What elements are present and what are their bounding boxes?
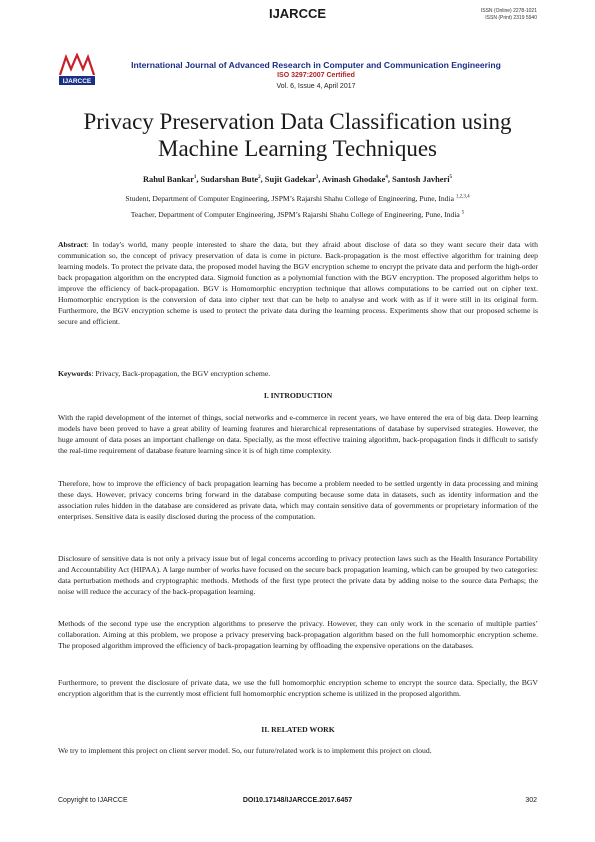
author-name: Sujit Gadekar (264, 175, 316, 184)
intro-paragraph: With the rapid development of the internet of things, social networks and e-commerce in recent years, we have entered the era of big data. Deep learning models have been proved to have a great ability of learning features and hierarchical representations of database by supervised strategies. However, the huge amount of data poses an important challenge on data. Specially, as the most effective training algorithm, back-propagation finds it difficult to satisfy the real-time requirement of database feature learning since it is of high time complexity. (58, 413, 538, 455)
affiliation-text: Teacher, Department of Computer Engineering, JSPM’s Rajarshi Shahu College of Engineering, Pune, India (130, 210, 460, 219)
abstract (58, 239, 538, 327)
journal-short-title: IJARCCE (268, 6, 327, 21)
author-sup: 3 (315, 175, 319, 181)
author-name: Sudarshan Bute (200, 175, 259, 184)
intro-paragraph: Methods of the second type use the encryption algorithms to preserve the privacy. However, they can only work in the scenario of multiple parties’ collaboration. Aiming at this problem, we propose a privacy preserving back-propagation algorithm based on the full homomorphic encryption scheme. The proposed algorithm improved the efficiency of back-propagation learning by offloading the expensive operations on the databases. (58, 619, 538, 650)
abstract-text: : In today's world, many people interested to share the data, but they afraid about disclose of data so they want secure their data with communication so, the concept of privacy preservation of data is come in picture. Back-propagation is the most effective algorithm for training deep learning models. To protect the private data, the proposed model having the BGV encryption scheme to encrypt the private data and perform the high-order back propagation algorithm on the encrypted data. Sigmoid function as a polynomial function with the BGV encryption. The proposed algorithm helps to improve the efficiency of back-propagation. BGV is Homomorphic encryption technique that allows computations to be carried out on cipher text. Homomorphic encryption is the conversion of data into cipher text that can be help to analyse and work with as if it were still in its original form. Furthermore, the BGV encryption scheme is used to protect the private data during the learning process. Experiments show that our proposed scheme is secure and efficient. (58, 240, 538, 326)
author-sup: 5 (449, 175, 453, 181)
intro-paragraph: Therefore, how to improve the efficiency of back propagation learning has become a problem needed to be settled urgently in data processing and mining these days. However, privacy concerns bring forward in the database computing because some data in datasets, such as identity information and the association rules hidden in the database are considered as private data, which may contain sensitive data of governments or proprietary information of the enterprises. Sensitive data is easily disclosed during the process of the computation. (58, 479, 538, 521)
affiliation-students (40, 194, 555, 203)
affiliation-teacher (40, 210, 555, 219)
journal-logo (57, 53, 97, 86)
keywords (58, 368, 538, 379)
footer-page-number: 302 (525, 797, 537, 804)
author-list: Rahul Bankar$^1$, Sudarshan Bute$^2$, Sujit Gadekar$^3$, Avinash Ghodake$^4$, Santosh Javheri$^5$ (142, 175, 453, 184)
footer-copyright: Copyright to IJARCCE (58, 797, 128, 804)
journal-full-title: International Journal of Advanced Research in Computer and Communication Engineering (131, 60, 501, 70)
iso-certification: ISO 3297:2007 Certified (277, 72, 355, 79)
logo-lettering: IJARCCE (62, 78, 92, 85)
author-name: Avinash Ghodake (321, 175, 386, 184)
issn-block (481, 8, 537, 22)
author-name: Santosh Javheri (392, 175, 450, 184)
affiliation-sup: 1,2,3,4 (455, 194, 470, 200)
related-paragraph: We try to implement this project on client server model. So, our future/related work is to implement this project on cloud. (58, 746, 432, 755)
paper-title-line-1: Privacy Preservation Data Classification using (83, 109, 512, 134)
section-heading-introduction: I. INTRODUCTION (263, 391, 333, 400)
footer-doi: DOI10.17148/IJARCCE.2017.6457 (242, 797, 353, 804)
issn-print: ISSN (Print) 2319 5940 (485, 15, 537, 21)
author-sup: 4 (385, 175, 388, 181)
author-name: Rahul Bankar (142, 175, 194, 184)
keywords-text: : Privacy, Back-propagation, the BGV encryption scheme. (91, 369, 271, 378)
author-sup: 1 (193, 175, 197, 181)
author-sup: 2 (258, 175, 261, 181)
abstract-label: Abstract (58, 240, 87, 249)
keywords-label: Keywords (58, 369, 92, 378)
intro-paragraph: Disclosure of sensitive data is not only a privacy issue but of legal concerns according to privacy protection laws such as the Health Insurance Portability and Accountability Act (HIPAA). A large number of works have focused on the secure back propagation learning, which can be grouped by two categories: data perturbation methods and cryptographic methods. Methods of the first type protect the private data by adding noise to the source data Perhaps; the noise will reduce the accuracy of the back-propagation learning. (58, 554, 538, 596)
section-heading-related-work: II. RELATED WORK (261, 725, 335, 734)
volume-issue: Vol. 6, Issue 4, April 2017 (276, 83, 356, 90)
affiliation-sup: 5 (461, 210, 465, 216)
issn-online: ISSN (Online) 2278-1021 (480, 8, 537, 14)
affiliation-text: Student, Department of Computer Engineering, JSPM’s Rajarshi Shahu College of Engineering, Pune, India (125, 194, 454, 203)
paper-title-line-2: Machine Learning Techniques (158, 136, 437, 161)
paper-title (40, 108, 555, 162)
journal-logo-graphic (57, 53, 97, 86)
intro-paragraph: Furthermore, to prevent the disclosure of private data, we use the full homomorphic encryption scheme to encrypt the source data. Specially, the BGV encryption algorithm that is the currently most efficient full homomorphic encryption scheme is utilized in the proposed algorithm. (58, 678, 538, 698)
